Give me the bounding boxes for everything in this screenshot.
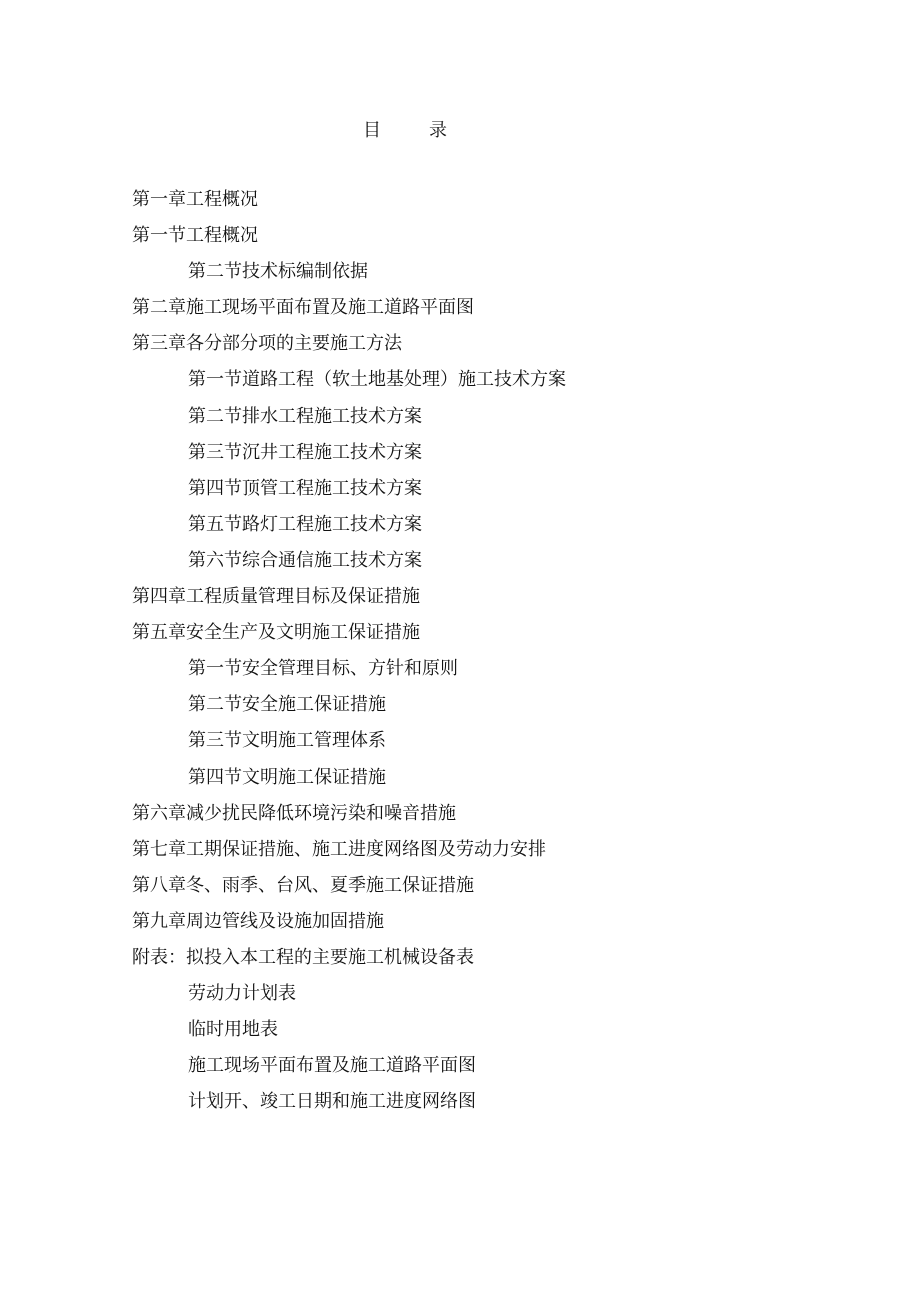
toc-section-entry: 第三节沉井工程施工技术方案	[188, 441, 422, 463]
toc-section-entry: 第三节文明施工管理体系	[188, 730, 386, 752]
toc-chapter-entry: 第一节工程概况	[132, 225, 258, 247]
table-of-contents	[132, 186, 832, 1124]
toc-section-entry: 第五节路灯工程施工技术方案	[188, 513, 422, 535]
toc-chapter-entry: 第一章工程概况	[132, 189, 258, 210]
title-part-2: 录	[429, 120, 447, 141]
toc-chapter-entry: 第七章工期保证措施、施工进度网络图及劳动力安排	[132, 838, 546, 860]
toc-section-entry: 第二节安全施工保证措施	[188, 694, 386, 716]
toc-chapter-entry: 第四章工程质量管理目标及保证措施	[132, 586, 420, 608]
toc-section-entry: 第一节道路工程（软土地基处理）施工技术方案	[188, 369, 566, 391]
toc-section-entry: 第二节技术标编制依据	[188, 261, 368, 283]
title-part-1: 目	[363, 120, 381, 141]
toc-chapter-entry: 第二章施工现场平面布置及施工道路平面图	[132, 297, 474, 319]
toc-section-entry: 第四节顶管工程施工技术方案	[188, 477, 422, 499]
toc-chapter-entry: 第五章安全生产及文明施工保证措施	[132, 622, 420, 644]
toc-section-entry: 第一节安全管理目标、方针和原则	[188, 658, 458, 680]
toc-chapter-entry: 第九章周边管线及设施加固措施	[132, 910, 384, 932]
toc-section-entry: 第二节排水工程施工技术方案	[188, 405, 422, 427]
toc-section-entry: 第四节文明施工保证措施	[188, 766, 386, 788]
toc-section-entry: 劳动力计划表	[188, 983, 296, 1005]
toc-chapter-entry: 第三章各分部分项的主要施工方法	[132, 333, 402, 355]
toc-chapter-entry: 附表：拟投入本工程的主要施工机械设备表	[132, 946, 474, 968]
toc-section-entry: 临时用地表	[188, 1019, 278, 1041]
toc-section-entry: 计划开、竣工日期和施工进度网络图	[188, 1091, 476, 1113]
toc-chapter-entry: 第六章减少扰民降低环境污染和噪音措施	[132, 802, 456, 824]
page-title	[0, 116, 810, 142]
toc-section-entry: 施工现场平面布置及施工道路平面图	[188, 1055, 476, 1077]
toc-chapter-entry: 第八章冬、雨季、台风、夏季施工保证措施	[132, 874, 474, 896]
toc-section-entry: 第六节综合通信施工技术方案	[188, 549, 422, 571]
